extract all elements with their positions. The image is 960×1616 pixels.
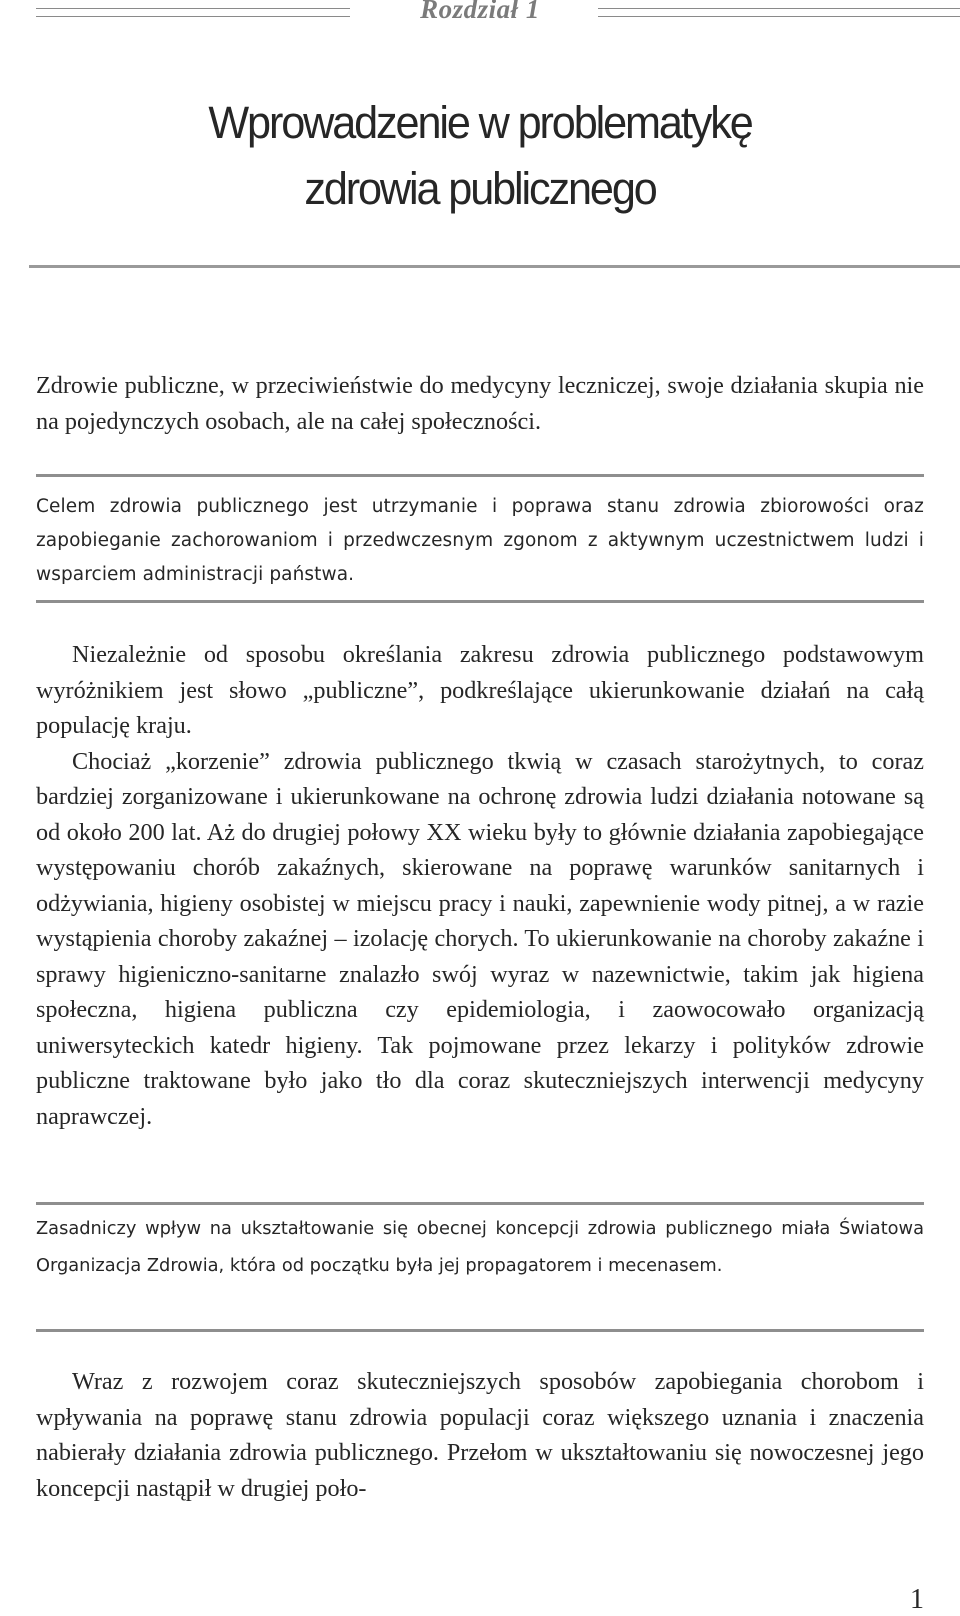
intro-paragraph: Zdrowie publiczne, w przeciwieństwie do medycyny leczniczej, swoje działania skupia nie na pojedynczych osobach, ale na całej społeczności. [36, 372, 924, 435]
body-paragraph-2: Chociaż „korzenie” zdrowia publicznego tkwią w czasach starożytnych, to coraz bardziej zorganizowane i ukierunkowane na ochronę zdrowia ludzi działania notowane są od około 200 lat. Aż do drugiej połowy XX wieku były to głównie działania zapobiegające występowaniu chorób zakaźnych, skierowane na poprawę warunków sanitarnych i odżywiania, higieny osobistej w miejscu pracy i nauki, zapewnienie wody pitnej, a w razie wystąpienia choroby zakaźnej – izolację chorych. To ukierunkowanie na choroby zakaźne i sprawy higieniczno-sanitarne znalazło swój wyraz w nazewnictwie, takim jak higiena społeczna, higiena publiczna czy epidemiologia, i zaowocowało organizacją uniwersyteckich katedr higieny. Tak pojmowane przez lekarzy i polityków zdrowie publiczne traktowane było jako tło dla coraz skuteczniejszych interwencji medycyny naprawczej. [36, 747, 924, 1130]
page-number: 1 [910, 1584, 924, 1615]
chapter-title [173, 90, 787, 222]
chapter-label: Rozdział 1 [420, 0, 540, 24]
chapter-title-line2: zdrowia publicznego [304, 163, 656, 214]
title-divider [29, 265, 960, 268]
body-text [36, 637, 924, 1134]
body-paragraph-1: Niezależnie od sposobu określania zakresu zdrowia publicznego podstawowym wyróżnikiem jest słowo „publiczne”, podkreślające ukierunkowanie działań na całą populację kraju. [36, 641, 924, 739]
who-box-text: Zasadniczy wpływ na ukształtowanie się obecnej koncepcji zdrowia publicznego miała Światowa Organizacja Zdrowia, która od początku była jej propagatorem i mecenasem. [36, 1218, 924, 1276]
who-box-top-rule [36, 1202, 924, 1205]
definition-box-text: Celem zdrowia publicznego jest utrzymanie i poprawa stanu zdrowia zbiorowości oraz zapobieganie zachorowaniom i przedwczesnym zgonom z aktywnym uczestnictwem ludzi i wsparciem administracji państwa. [36, 496, 924, 585]
definition-box-top-rule [36, 474, 924, 477]
chapter-title-line1: Wprowadzenie w problematykę [208, 97, 752, 148]
who-box-bottom-rule [36, 1329, 924, 1332]
definition-box-bottom-rule [36, 600, 924, 603]
closing-paragraph: Wraz z rozwojem coraz skuteczniejszych sposobów zapobiegania chorobom i wpływania na poprawę stanu zdrowia populacji coraz większego uznania i znaczenia nabierały działania zdrowia publicznego. Przełom w ukształtowaniu się nowoczesnej jego koncepcji nastąpił w drugiej poło- [36, 1368, 924, 1502]
